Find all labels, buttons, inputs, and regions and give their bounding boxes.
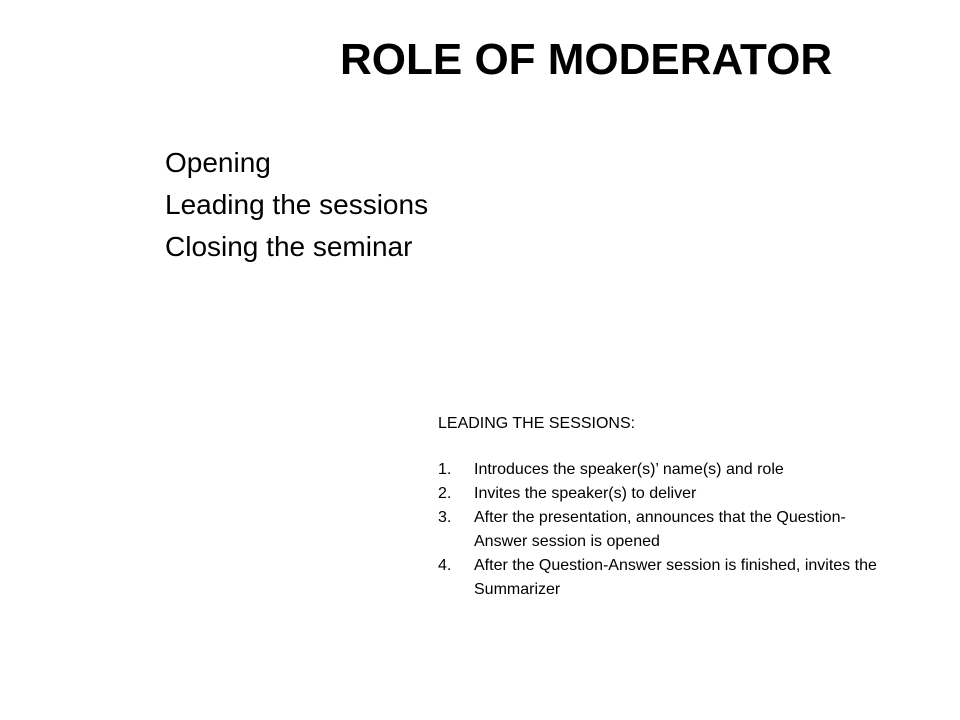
main-topic-item: Opening [165, 147, 271, 178]
main-topic-item: Closing the seminar [165, 231, 413, 262]
leading-sessions-item [438, 554, 878, 602]
leading-sessions-item [438, 506, 878, 554]
item-text: Introduces the speaker(s)’ name(s) and role [474, 461, 784, 478]
item-text: After the Question-Answer session is finished, invites the Summarizer [474, 557, 877, 598]
item-number: 2. [438, 485, 452, 502]
item-text: Invites the speaker(s) to deliver [474, 485, 697, 502]
item-number: 3. [438, 509, 452, 526]
main-topic-item: Leading the sessions [165, 189, 429, 220]
leading-sessions-item [438, 458, 878, 482]
main-topic-list [165, 142, 428, 268]
leading-sessions-item [438, 482, 878, 506]
slide-title: ROLE OF MODERATOR [340, 35, 833, 84]
item-text: After the presentation, announces that the Question-Answer session is opened [474, 509, 846, 550]
item-number: 4. [438, 557, 452, 574]
leading-sessions-panel [438, 412, 878, 602]
leading-sessions-list [438, 458, 878, 602]
item-number: 1. [438, 461, 452, 478]
leading-sessions-heading: LEADING THE SESSIONS: [438, 415, 636, 432]
